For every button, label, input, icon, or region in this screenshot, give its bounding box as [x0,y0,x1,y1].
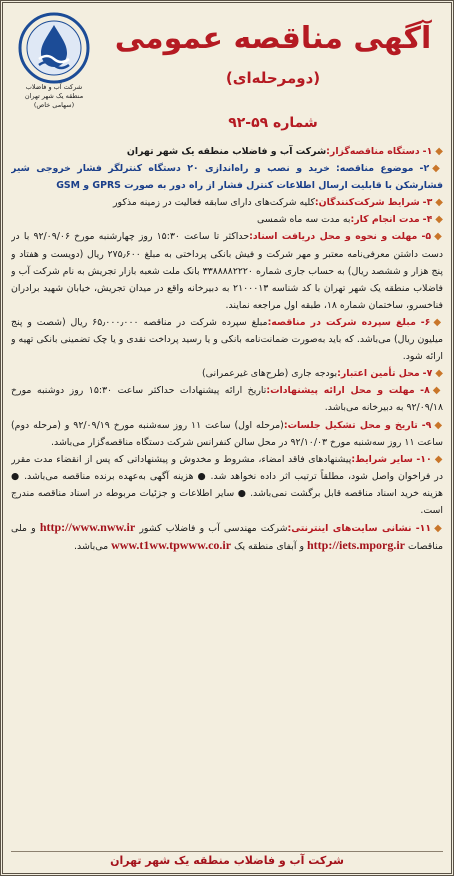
bullet-icon: ◆ [435,146,443,157]
notice-number: شماره ۵۹-۹۲ [228,115,318,131]
item-heading: تاریخ و محل تشکیل جلسات: [283,419,418,431]
bullet-icon: ◆ [435,368,443,380]
logo-caption [7,83,101,110]
item-text: خرید و نصب و راه‌اندازی ۲۰ دستگاه کنترلگر فشار خروجی شیر فشارشکن با قابلیت ارسال اطلاعات کنترل فشار از راه دور به صورت GPRS و GSM [11,163,443,192]
item-number: ۱۰- [416,453,432,465]
bullet-icon: ◆ [434,523,443,535]
item-heading: مهلت و محل ارائه پیشنهادات: [266,385,415,397]
notice-item [11,211,443,228]
item-heading: سایر شرایط: [351,453,413,465]
notice-item [11,160,443,194]
notice-item [11,314,443,365]
item-text: کلیه شرکت‌های دارای سابقه فعالیت در زمینه مذکور [112,197,315,209]
item-number: ۴- [422,214,433,226]
item-number: ۷- [422,368,433,380]
website-link-t1ww[interactable]: www.t1ww.tpwww.co.ir [111,538,232,553]
notice-item [11,417,443,451]
item-text: (مرحله اول) ساعت ۱۱ روز سه‌شنبه مورخ ۹۲/۰۹/۱۹ و (مرحله دوم) ساعت ۱۱ روز سه‌شنبه مورخ ۹۲/۱۰/۰۳ در محل سالن کنفرانس شرکت دستگاه مناقصه‌گزار می‌باشد. [11,419,443,448]
notice-item [11,143,443,160]
item-number: ۲- [419,163,430,175]
item-heading: موضوع مناقصه: [336,163,414,175]
website-link-nww[interactable]: http://www.nww.ir [39,520,136,535]
website-link-iets[interactable]: http://iets.mporg.ir [307,538,405,553]
item-number: ۸- [420,385,430,397]
notice-header [3,3,451,115]
item-heading: دستگاه مناقصه‌گزار: [326,146,420,157]
water-company-logo [17,11,91,85]
notice-footer: شرکت آب و فاضلاب منطقه یک شهر تهران [11,851,443,867]
logo-line: (سهامی خاص) [33,101,75,109]
item-text: به مدت سه ماه شمسی [257,214,351,226]
notice-body [11,143,443,845]
item-heading: مهلت و نحوه و محل دریافت اسناد: [249,231,418,243]
item-text: شرکت آب و فاضلاب منطقه یک شهر تهران [126,146,327,157]
notice-title: آگهی مناقصه عمومی [114,21,432,56]
notice-item [11,451,443,519]
bullet-icon: ◆ [435,214,443,226]
item-text: مبلغ سپرده شرکت در مناقصه ۶۵٫۰۰۰٫۰۰۰ ریال (شصت و پنج میلیون ریال) می‌باشد. که باید به‌صورت ضمانت‌نامه بانکی و یا رسید پرداخت نقدی و یا چک تضمینی بانکی تهیه و ارائه شود. [11,316,443,363]
bullet-icon: ◆ [432,163,443,175]
bullet-icon: ◆ [434,231,443,243]
notice-subtitle: (دومرحله‌ای) [225,69,321,87]
item-number: ۹- [421,419,432,431]
bullet-icon: ◆ [435,197,443,209]
notice-item [11,365,443,382]
item-heading: مدت انجام کار: [350,214,420,226]
item-heading: شرایط شرکت‌کنندگان: [314,197,420,209]
item-text: تاریخ ارائه پیشنهادات حداکثر ساعت ۱۵:۳۰ روز دوشنبه مورخ ۹۲/۰۹/۱۸ به دبیرخانه می‌باشد. [11,385,443,414]
item-text: شرکت مهندسی آب و فاضلاب کشور [139,523,288,535]
item-heading: نشانی سایت‌های اینترنتی: [287,523,412,535]
item-text: حداکثر تا ساعت ۱۵:۳۰ روز چهارشنبه مورخ ۹۲/۰۹/۰۶ با در دست داشتن معرفی‌نامه معتبر و مهر شرکت و فیش بانکی پرداختی به مبلغ ۲۷۵٫۶۰۰ ریال (دویست و هفتاد و پنج هزار و ششصد ریال) به حساب جاری شماره ۳۳۸۸۸۸۲۲۲۰ بانک ملت شعبه بازار تجریش به نام شرکت آب و فاضلاب منطقه یک شهر تهران با کد شناسه ۲۱۰۰۰۱۳ به دبیرخانه واقع در میدان تجریش، خیابان شهید برادران فناخسرو، ساختمان شماره ۱۸، طبقه اول مراجعه نمایند. [11,231,443,311]
item-number: ۳- [422,197,433,209]
item-text: می‌باشد. [74,541,109,553]
bullet-icon: ◆ [432,385,443,397]
bullet-icon: ◆ [434,453,443,465]
item-text: پیشنهادهای فاقد امضاء، مشروط و مخدوش و پیشنهاداتی که پس از انقضاء مدت مقرر در فراخوان واصل شود، مطلقاً ترتیب اثر داده نخواهد شد. ● هزینه آگهی به‌عهده برنده مناقصه می‌باشد. ● هزینه خرید اسناد مناقصه قابل برگشت نمی‌باشد. ● سایر اطلاعات و جزئیات مربوطه در اسناد مناقصه مندرج است. [11,453,443,516]
logo-line: منطقه یک شهر تهران [24,92,84,100]
item-heading: محل تأمین اعتبار: [337,368,420,380]
item-text: و ملی مناقصات [11,523,443,553]
notice-item [11,194,443,211]
item-heading: مبلغ سپرده شرکت در مناقصه: [267,316,416,328]
notice-item [11,519,443,555]
item-text: بودجه جاری (طرح‌های غیرعمرانی) [201,368,338,380]
item-number: ۱۱- [415,523,432,535]
item-number: ۵- [421,231,432,243]
notice-item [11,228,443,313]
notice-item [11,382,443,416]
bullet-icon: ◆ [434,419,443,431]
logo-line: شرکت آب و فاضلاب [25,83,83,91]
item-text: و آبفای منطقه یک [234,541,305,553]
item-number: ۱- [422,146,433,157]
bullet-icon: ◆ [433,316,443,328]
item-number: ۶- [420,316,431,328]
